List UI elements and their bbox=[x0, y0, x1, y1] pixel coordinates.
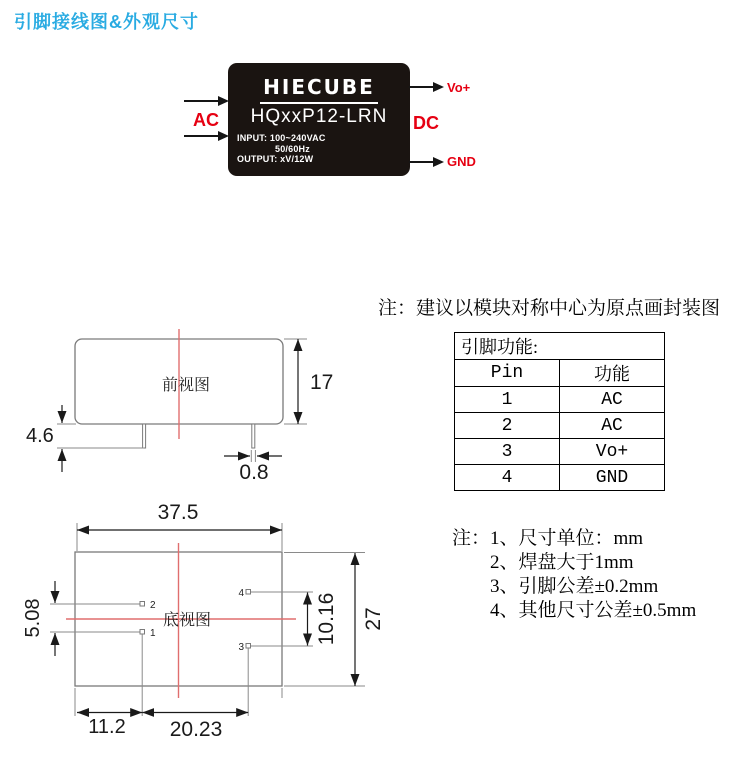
dim-pin-offset: 11.2 bbox=[88, 716, 126, 738]
dim-pin-pitch-left: 5.08 bbox=[22, 598, 44, 638]
package-origin-note bbox=[378, 293, 720, 320]
note-prefix: 注： bbox=[378, 298, 417, 319]
bottom-view bbox=[22, 501, 385, 741]
pad-pin-4 bbox=[246, 590, 251, 595]
note-item: 3、引脚公差±0.2mm bbox=[490, 576, 659, 597]
brand-logo: HIECUBE bbox=[263, 75, 375, 99]
dim-front-height: 17 bbox=[310, 371, 334, 394]
notes-items bbox=[490, 527, 696, 623]
ac-label: AC bbox=[193, 110, 219, 130]
pin-number-4: 4 bbox=[238, 588, 244, 599]
note-text: 建议以模块对称中心为原点画封装图 bbox=[416, 298, 721, 319]
dim-body-width: 37.5 bbox=[157, 501, 199, 524]
spec-input: INPUT: 100~240VAC bbox=[237, 133, 326, 143]
front-pin-right bbox=[252, 424, 255, 448]
pin-cell: 4 bbox=[455, 465, 560, 491]
table-row bbox=[455, 465, 665, 491]
front-view bbox=[26, 329, 333, 484]
page-title: 引脚接线图&外观尺寸 bbox=[14, 12, 199, 32]
front-view-caption: 前视图 bbox=[161, 377, 211, 394]
pin-number-1: 1 bbox=[150, 628, 156, 639]
note-item: 1、尺寸单位：mm bbox=[490, 528, 644, 549]
pad-pin-1 bbox=[140, 630, 145, 635]
dim-pin-width: 0.8 bbox=[239, 461, 269, 484]
table-row bbox=[455, 387, 665, 413]
spec-frequency: 50/60Hz bbox=[275, 143, 310, 154]
table-row bbox=[455, 439, 665, 465]
notes-prefix: 注： bbox=[452, 528, 491, 549]
pin-table-title: 引脚功能: bbox=[455, 333, 665, 360]
gnd-label: GND bbox=[447, 154, 476, 169]
pad-pin-3 bbox=[246, 644, 251, 649]
front-pin-left bbox=[143, 424, 146, 448]
table-row bbox=[455, 413, 665, 439]
model-number: HQxxP12-LRN bbox=[250, 106, 388, 127]
dim-body-depth: 27 bbox=[362, 607, 385, 631]
note-item: 4、其他尺寸公差±0.5mm bbox=[490, 600, 697, 621]
bottom-view-caption: 底视图 bbox=[162, 612, 212, 629]
dim-pin-length: 4.6 bbox=[26, 425, 54, 447]
pin-cell: 1 bbox=[455, 387, 560, 413]
pin-function-table bbox=[454, 332, 665, 491]
func-cell: AC bbox=[560, 413, 665, 439]
dimension-notes bbox=[452, 527, 696, 623]
pin-number-2: 2 bbox=[150, 600, 156, 611]
vout-label: Vo+ bbox=[447, 80, 471, 95]
note-item: 2、焊盘大于1mm bbox=[490, 552, 634, 573]
pin-table-header-func: 功能 bbox=[560, 360, 665, 387]
pad-pin-2 bbox=[140, 602, 145, 607]
pin-cell: 2 bbox=[455, 413, 560, 439]
func-cell: GND bbox=[560, 465, 665, 491]
spec-output: OUTPUT: xV/12W bbox=[237, 154, 314, 164]
func-cell: Vo+ bbox=[560, 439, 665, 465]
pin-number-3: 3 bbox=[238, 642, 244, 653]
pin-cell: 3 bbox=[455, 439, 560, 465]
dim-pin-pitch-right: 10.16 bbox=[315, 592, 338, 646]
pin-table-header-pin: Pin bbox=[455, 360, 560, 387]
func-cell: AC bbox=[560, 387, 665, 413]
dc-label: DC bbox=[413, 113, 439, 133]
dim-pin-span: 20.23 bbox=[169, 718, 223, 741]
